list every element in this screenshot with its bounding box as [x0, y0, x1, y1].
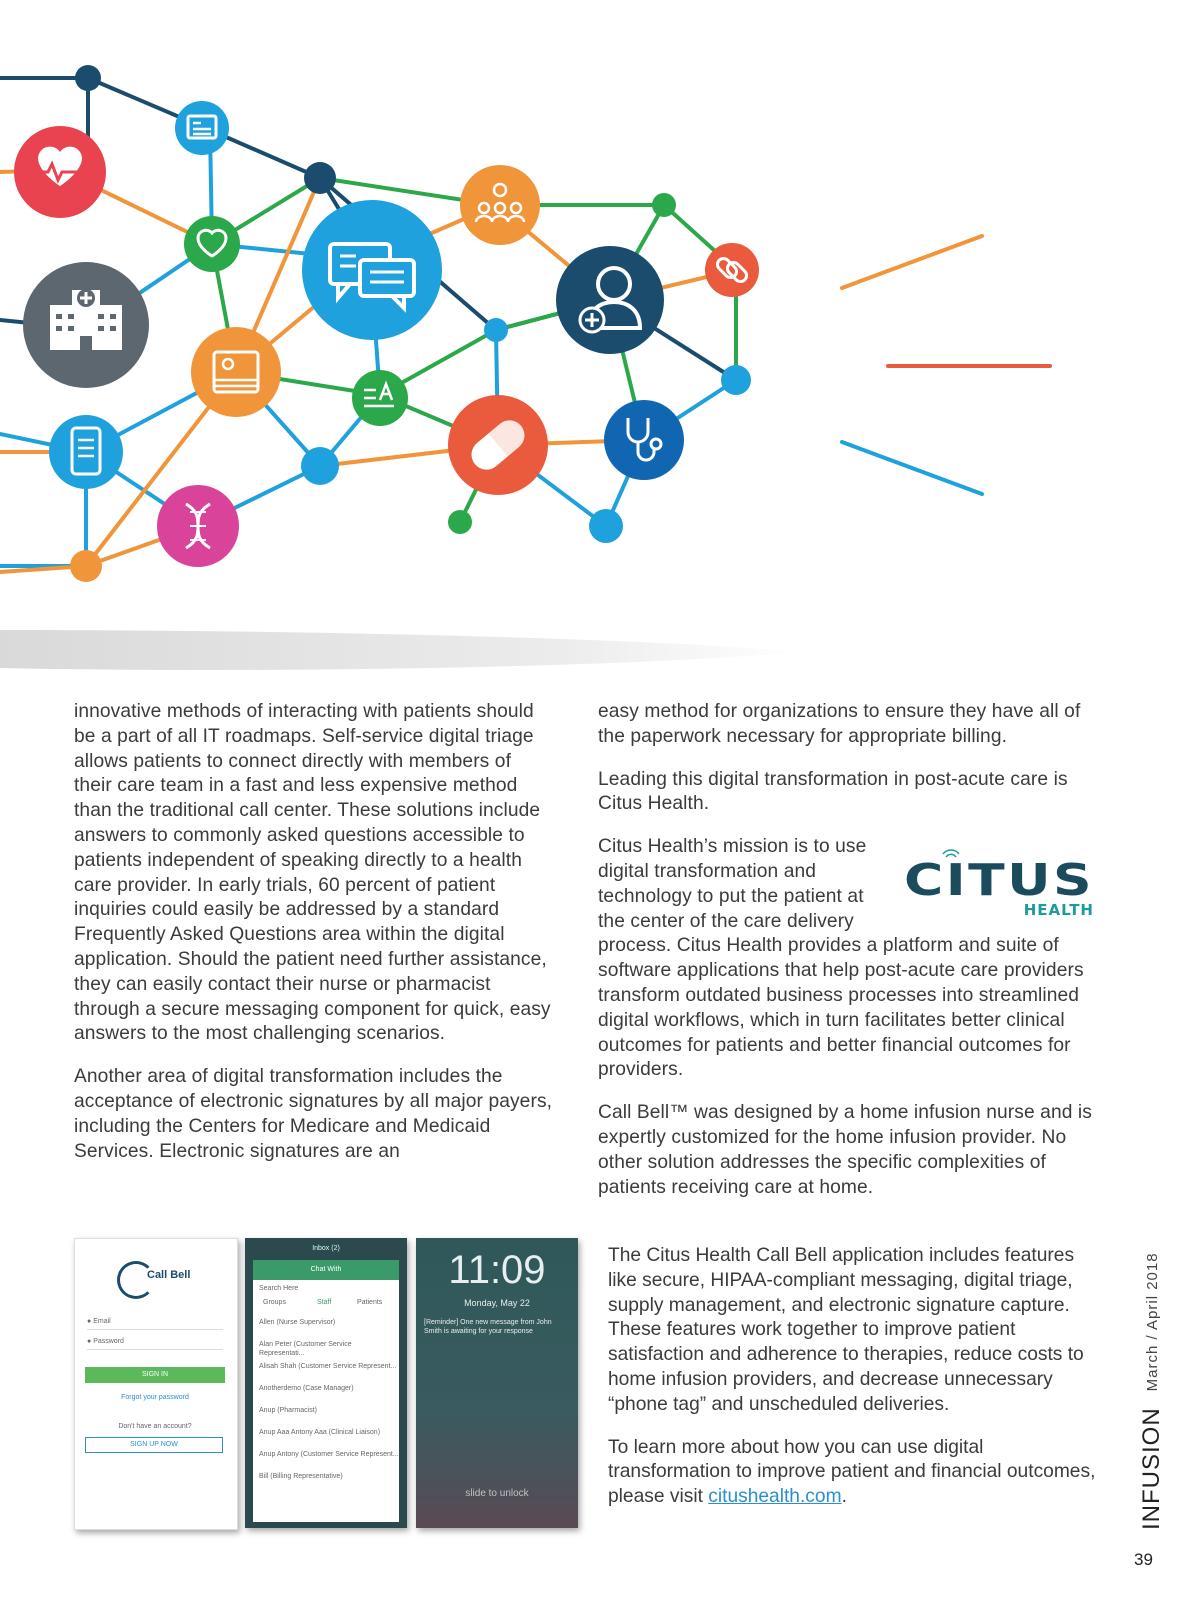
paragraph-text: .: [841, 1486, 847, 1508]
heart-icon: [184, 216, 240, 272]
paragraph: [598, 835, 1098, 1083]
paragraph-text: Citus Health’s mission is to use digital transformation and technology to put the patient at the center of the care delivery process. Citus Health provides a platform and suite of software applications that help post-acute care providers transform outdated business processes into streamlined digital workflows, which in turn facilitates better clinical outcomes for patients and better financial outcomes for providers.: [598, 836, 1084, 1081]
citus-health-logo: [902, 845, 1098, 923]
accent-stroke-orange: [842, 236, 982, 288]
password-field[interactable]: ● Password: [87, 1338, 124, 1345]
inbox-header: Inbox (2): [312, 1245, 340, 1252]
list-item[interactable]: Bill (Billing Representative): [259, 1473, 343, 1480]
newspaper-icon: [175, 101, 229, 155]
accent-stroke-blue: [842, 442, 982, 494]
list-item[interactable]: Alan Peter (Customer Service Representati...: [259, 1341, 352, 1357]
list-item[interactable]: Anotherdemo (Case Manager): [259, 1385, 354, 1392]
lock-time: 11:09: [448, 1248, 546, 1292]
gray-swoosh: [0, 630, 820, 690]
logo-subtitle: HEALTH: [1023, 901, 1094, 920]
page-number: 39: [1134, 1550, 1153, 1569]
article-left-column: [74, 700, 554, 1182]
sign-in-button[interactable]: SIGN IN: [85, 1367, 225, 1383]
list-item[interactable]: Anup Aaa Antony Aaa (Clinical Liaison): [259, 1429, 381, 1436]
app-name: Call Bell: [147, 1269, 191, 1281]
citushealth-link[interactable]: citushealth.com: [708, 1486, 842, 1508]
forgot-password-link[interactable]: Forgot your password: [121, 1394, 189, 1401]
article-right-lower: [608, 1244, 1098, 1528]
tab-staff[interactable]: Staff: [317, 1299, 332, 1306]
magazine-name: INFUSION: [1138, 1407, 1165, 1530]
issue-date: March / April 2018: [1143, 1252, 1161, 1392]
chat-icon: [302, 200, 442, 340]
hospital-icon: [23, 262, 149, 388]
paragraph: easy method for organizations to ensure they have all of the paperwork necessary for appropriate billing.: [598, 701, 1081, 747]
lock-date: Monday, May 22: [464, 1298, 530, 1308]
sign-up-button[interactable]: SIGN UP NOW: [85, 1437, 223, 1453]
phone-chat-screen: [245, 1238, 407, 1528]
list-item[interactable]: Anup Antony (Customer Service Represent...: [259, 1451, 399, 1458]
paragraph: [608, 1436, 1098, 1510]
pill-icon: [448, 395, 548, 495]
chat-with-title: Chat With: [253, 1260, 399, 1280]
list-item[interactable]: Anup (Pharmacist): [259, 1407, 317, 1414]
notification[interactable]: [Reminder] One new message from John Smith is awaiting for your response: [424, 1319, 552, 1335]
phone-login-screen: [74, 1238, 238, 1530]
tab-groups[interactable]: Groups: [263, 1299, 286, 1306]
mobile-icon: [49, 415, 123, 489]
paragraph: Call Bell™ was designed by a home infusion nurse and is expertly customized for the home infusion provider. No other solution addresses the specific complexities of patients receiving care at home.: [598, 1102, 1092, 1198]
paragraph: The Citus Health Call Bell application includes features like secure, HIPAA-compliant messaging, digital triage, supply management, and electronic signature capture. These features work together to improve patient satisfaction and adherence to therapies, reduce costs to home infusion providers, and decrease unnecessary “phone tag” and unscheduled deliveries.: [608, 1245, 1084, 1415]
tab-patients[interactable]: Patients: [357, 1299, 383, 1306]
slide-to-unlock[interactable]: slide to unlock: [465, 1488, 529, 1499]
search-input[interactable]: Search Here: [259, 1285, 299, 1292]
photo-icon: [191, 327, 281, 417]
doctor-icon: [556, 246, 664, 354]
article-right-column: [598, 700, 1098, 1218]
list-item[interactable]: Allen (Nurse Supervisor): [259, 1319, 336, 1326]
masthead: [1132, 1240, 1172, 1530]
stethoscope-icon: [604, 400, 684, 480]
paragraph: innovative methods of interacting with patients should be a part of all IT roadmaps. Self-service digital triage allows patients to connect directly with members of their care team in a fast and less expensive method than the traditional call center. These solutions include answers to commonly asked questions accessible to patients independent of speaking directly to a health care provider. In early trials, 60 percent of patient inquiries could easily be addressed by a standard Frequently Asked Questions area within the digital application. Should the patient need further assistance, they can easily contact their nurse or pharmacist through a secure messaging component for quick, easy answers to the most challenging scenarios.: [74, 701, 551, 1045]
dna-icon: [157, 485, 239, 567]
healthcare-network-illustration: [0, 0, 1200, 640]
paragraph: Another area of digital transformation includes the acceptance of electronic signatures by all major payers, including the Centers for Medicare and Medicaid Services. Electronic signatures are an: [74, 1066, 553, 1162]
link-icon: [705, 243, 759, 297]
email-field[interactable]: ● Email: [87, 1318, 111, 1325]
heart-rate-icon: [14, 126, 106, 218]
list-item[interactable]: Alisah Shah (Customer Service Represent...: [259, 1363, 397, 1370]
team-icon: [460, 165, 540, 245]
paragraph-text: To learn more about how you can use digital transformation to improve patient and financial outcomes, please visit: [608, 1436, 1096, 1508]
paragraph: Leading this digital transformation in post-acute care is Citus Health.: [598, 768, 1068, 815]
phone-lock-screen: [416, 1238, 578, 1528]
no-account-text: Don't have an account?: [118, 1423, 192, 1430]
logo-wordmark: CITUS: [904, 855, 1094, 907]
text-icon: [352, 370, 408, 426]
